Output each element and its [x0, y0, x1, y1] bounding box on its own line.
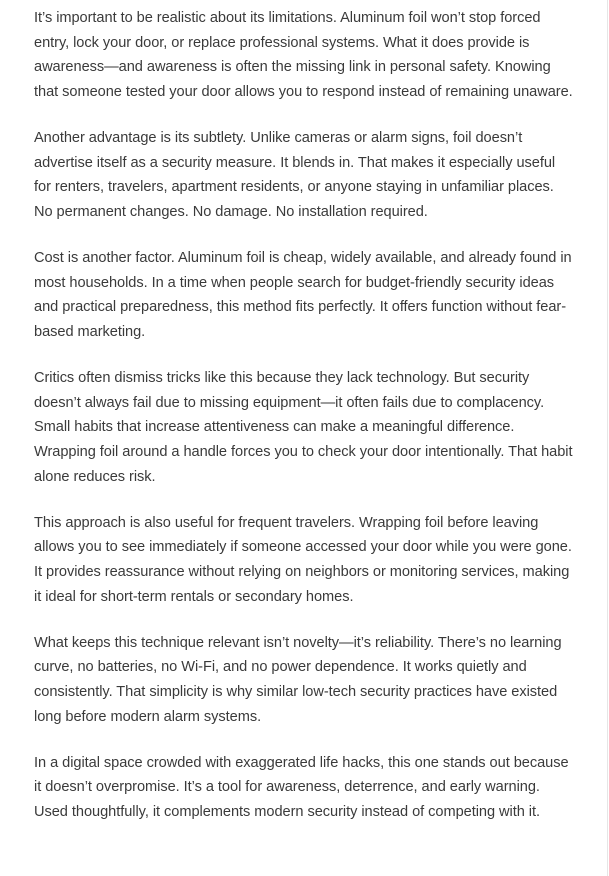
paragraph-limitations: It’s important to be realistic about its limitations. Aluminum foil won’t stop forced entry, lock your door, or replace professional systems. What it does provide is awareness—and awareness is often the missing link in personal safety. Knowing that someone tested your door allows you to respond instead of remaining unaware.: [34, 10, 573, 101]
paragraph-critics: Critics often dismiss tricks like this because they lack technology. But security doesn’t always fail due to missing equipment—it often fails due to complacency. Small habits that increase attentiveness can make a meaningful difference. Wrapping foil around a handle forces you to check your door intentionally. That habit alone reduces risk.: [34, 370, 573, 485]
paragraph-reliability: What keeps this technique relevant isn’t novelty—it’s reliability. There’s no learning curve, no batteries, no Wi-Fi, and no power dependence. It works quietly and consistently. That simplicity is why similar low-tech security practices have existed long before modern alarm systems.: [34, 634, 562, 725]
paragraph-travelers: This approach is also useful for frequent travelers. Wrapping foil before leaving allows you to see immediately if someone accessed your door while you were gone. It provides reassurance without relying on neighbors or monitoring services, making it ideal for short-term rentals or secondary homes.: [34, 514, 572, 605]
paragraph-cost: Cost is another factor. Aluminum foil is cheap, widely available, and already found in most households. In a time when people search for budget-friendly security ideas and practical preparedness, this method fits perfectly. It offers function without fear-based marketing.: [34, 250, 572, 341]
article-body: [34, 6, 574, 846]
paragraph-conclusion: In a digital space crowded with exaggerated life hacks, this one stands out because it doesn’t overpromise. It’s a tool for awareness, deterrence, and early warning. Used thoughtfully, it complements modern security instead of competing with it.: [34, 754, 569, 821]
paragraph-subtlety: Another advantage is its subtlety. Unlike cameras or alarm signs, foil doesn’t advertise itself as a security measure. It blends in. That makes it especially useful for renters, travelers, apartment residents, or anyone staying in unfamiliar places. No permanent changes. No damage. No installation required.: [34, 130, 556, 221]
